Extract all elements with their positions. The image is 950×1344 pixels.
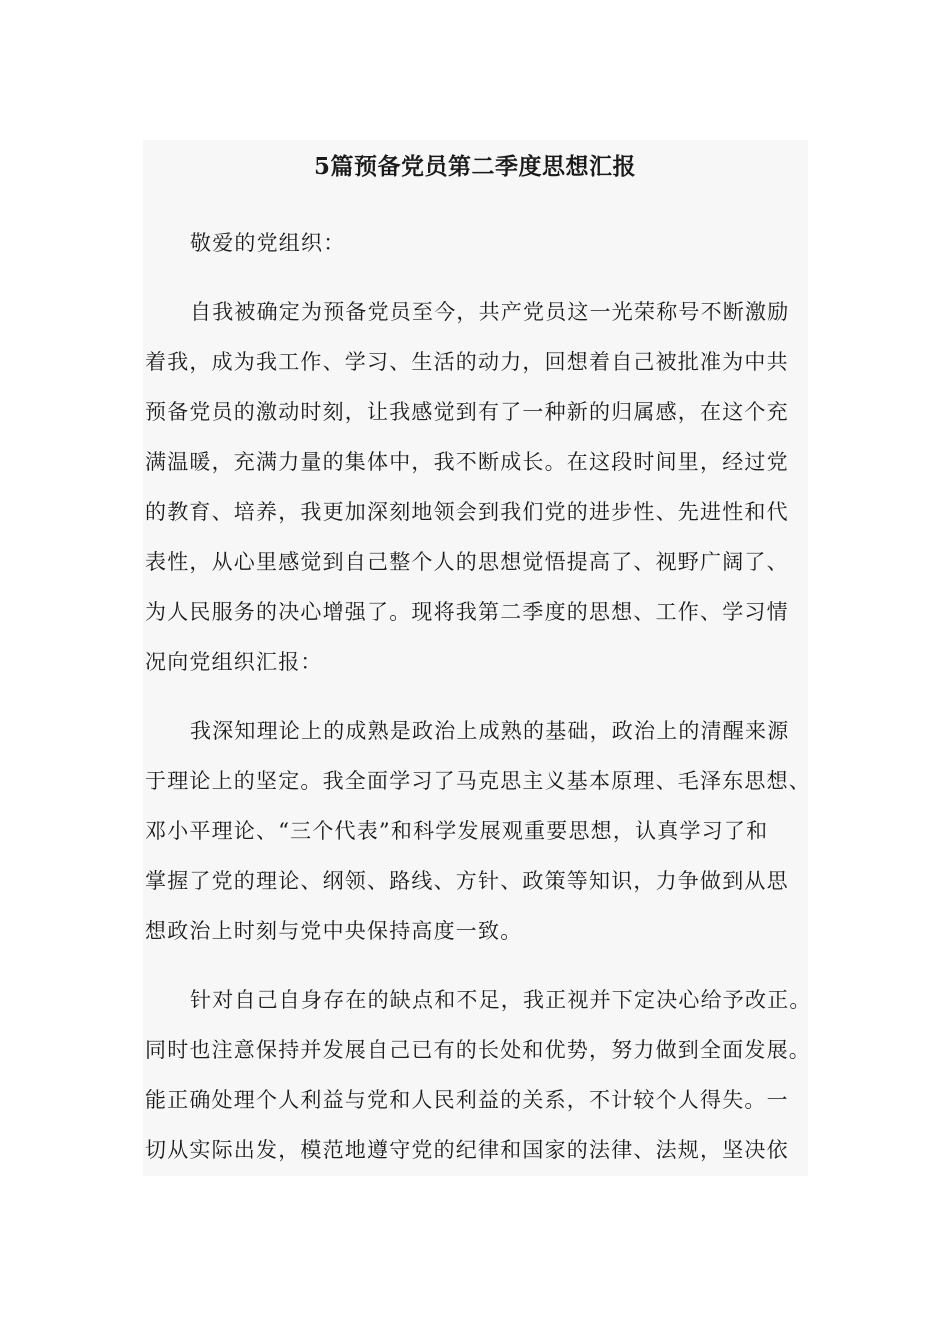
paragraph-1-line-5: 的教育、培养，我更加深刻地领会到我们党的进步性、先进性和代 (145, 500, 789, 524)
document-title: 5篇预备党员第二季度思想汇报 (313, 153, 636, 180)
paragraph-1-line-2: 着我，成为我工作、学习、生活的动力，回想着自己被批准为中共 (145, 350, 789, 374)
paragraph-1-line-1: 自我被确定为预备党员至今，共产党员这一光荣称号不断激励 (190, 300, 790, 324)
paragraph-1-line-3: 预备党员的激动时刻，让我感觉到有了一种新的归属感，在这个充 (145, 400, 789, 424)
paragraph-2-line-1: 我深知理论上的成熟是政治上成熟的基础，政治上的清醒来源 (190, 719, 790, 743)
paragraph-2-line-4: 掌握了党的理论、纲领、路线、方针、政策等知识，力争做到从思 (145, 869, 789, 893)
paragraph-3-line-2: 同时也注意保持并发展自己已有的长处和优势，努力做到全面发展。 (145, 1038, 811, 1062)
paragraph-1-line-6: 表性，从心里感觉到自己整个人的思想觉悟提高了、视野广阔了、 (145, 550, 789, 574)
paragraph-3-line-1: 针对自己自身存在的缺点和不足，我正视并下定决心给予改正。 (190, 988, 812, 1012)
paragraph-1-line-4: 满温暖，充满力量的集体中，我不断成长。在这段时间里，经过党 (145, 450, 789, 474)
paragraph-1-line-7: 为人民服务的决心增强了。现将我第二季度的思想、工作、学习情 (145, 600, 789, 624)
paragraph-2-line-2: 于理论上的坚定。我全面学习了马克思主义基本原理、毛泽东思想、 (145, 769, 811, 793)
paragraph-1-line-8: 况向党组织汇报： (145, 650, 323, 674)
paragraph-3-line-3: 能正确处理个人利益与党和人民利益的关系，不计较个人得失。一 (145, 1088, 789, 1112)
paragraph-2-line-5: 想政治上时刻与党中央保持高度一致。 (145, 919, 523, 943)
salutation: 敬爱的党组织： (190, 231, 346, 255)
paragraph-3-line-4: 切从实际出发，模范地遵守党的纪律和国家的法律、法规，坚决依 (145, 1138, 789, 1162)
paragraph-2-line-3: 邓小平理论、“三个代表”和科学发展观重要思想，认真学习了和 (145, 819, 769, 843)
